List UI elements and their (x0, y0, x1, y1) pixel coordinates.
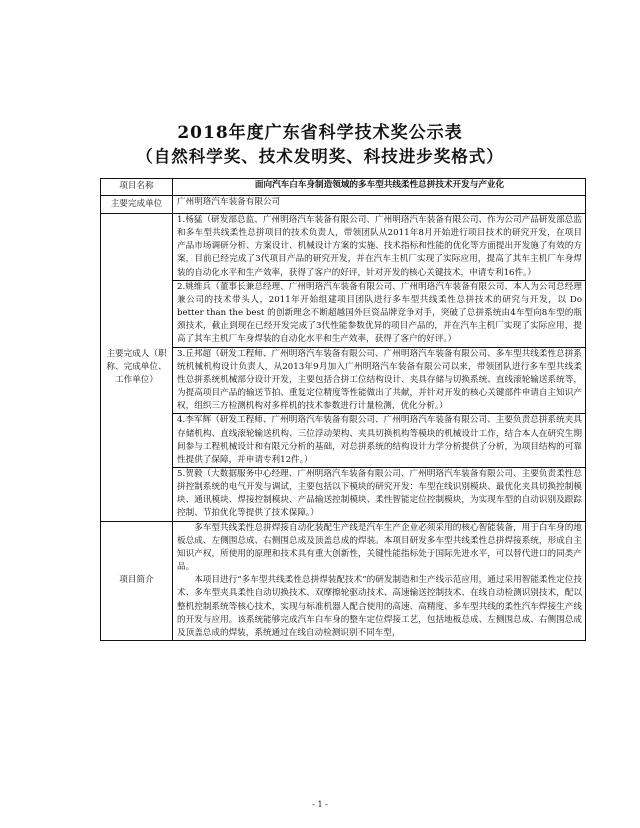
person-entry-3: 3.丘邦超（研发工程师、广州明珞汽车装备有限公司、广州明珞汽车装备有限公司、多车型共线柔性总拼系统机械机构设计负责人，从2013年9月加入广州明珞汽车装备有限公司以来，带领团队进行多车型共线柔性总拼系统机械部分设计开发，主要包括合拼工位结构设计、夹具存储与切换系统、直线滚轮输送系统等，为提高项目产品的输送节拍、重复定位精度等性能做出了共献，并针对开发的核心关键部件申请自主知识产权，组织三方检测机构对多样机的技术参数进行计量检测，优化分析。） (173, 347, 586, 414)
intro-paragraph-1: 多车型共线柔性总拼焊接自动化装配生产线是汽车生产企业必须采用的核心智能装备，用于白车身的地板总成、左侧围总成、右侧围总成及顶盖总成的焊装。本项目研发多车型共线柔性总拼焊接系统，形成自主知识产权，所使用的原理和技术具有重大创新性，关键性能指标处于国际先进水平，可以替代进口的同类产品。 (177, 522, 582, 573)
intro-row (101, 521, 586, 640)
main-unit-value: 广州明珞汽车装备有限公司 (173, 196, 586, 214)
document-title: 2018年度广东省科学技术奖公示表 (177, 123, 463, 143)
main-unit-label: 主要完成单位 (101, 196, 173, 214)
intro-label: 项目简介 (101, 521, 173, 640)
page-number: - 1 - (312, 800, 328, 809)
project-name-row (101, 179, 586, 196)
intro-paragraph-2: 本项目进行“多车型共线柔性总拼焊装配技术”的研发制造和生产线示范应用，通过采用智能柔性定位技术、多车型夹具柔性自动切换技术、双摩擦轮驱动技术、高速输送控制技术、在线自动检测识别技术，配以整机控制系统等核心技术，实现与标准机器人配合使用的高速、高精度、多车型共线的柔性汽车焊接生产线的开发与应用。该系统能够完成汽车白车身的整车定位焊接工艺，包括地板总成、左侧围总成、右侧围总成及顶盖总成的焊装，系统通过在线自动检测识别不同车型， (177, 575, 582, 638)
person-row (101, 214, 586, 281)
person-entry-1: 1.杨猛（研发部总监、广州明珞汽车装备有限公司、广州明珞汽车装备有限公司、作为公司产品研发部总监和多车型共线柔性总拼项目的技术负责人，带领团队从2011年8月开始进行项目技术的研究开发，在项目产品市场调研分析、方案设计、机械设计方案的实施、技术指标和性能的优化等方面提出开发施了有效的方案，目前已经完成了3代项目产品的研究开发，并在汽车主机厂实现了实际应用，提高了其车主机厂车身焊装的自动化水平和生产效率，获得了客户的好评，针对开发的核心关键技术，申请专利16件。） (173, 214, 586, 281)
document-subtitle: （自然科学奖、技术发明奖、科技进步奖格式） (136, 147, 504, 166)
person-row (101, 414, 586, 468)
project-name-value: 面向汽车白车身制造领域的多车型共线柔性总拼技术开发与产业化 (173, 179, 586, 196)
main-unit-row (101, 196, 586, 214)
person-row (101, 467, 586, 521)
person-entry-2: 2.姚维兵（董事长兼总经理、广州明珞汽车装备有限公司、广州明珞汽车装备有限公司、本人为公司总经理兼公司的技术带头人，2011年开始组建项目团队进行多车型共线柔性总拼技术的研究与开发，以 Do better than the best 的创新理念不断超越国外巨资品牌竞争对手，突破了总拼系统由4车型向8车型的瓶颈技术，截止到现在已经开发完成了3代性能参数优异的项目产品的，并在汽车主机厂实现了实际应用，提高了其车主机厂车身焊装的自动化水平和生产效率，获得了客户的好评。） (173, 280, 586, 347)
project-name-label: 项目名称 (101, 179, 173, 196)
persons-label: 主要完成人（职称、完成单位、工作单位） (101, 214, 173, 522)
person-entry-4: 4.李军辉（研发工程师、广州明珞汽车装备有限公司、广州明珞汽车装备有限公司、主要负责总拼系统夹具存储机构、直线滚轮输送机构、三位浮动架构、夹具切换机构等模块的机械设计工作，结合本人在研究生期间参与工程机械设计和有限元分析的基础，对总拼系统的结构设计力学分析提供了分析，为项目结构的可靠性提供了保障，并申请专利12件。） (173, 414, 586, 468)
person-row (101, 280, 586, 347)
person-row (101, 347, 586, 414)
person-entry-5: 5.贺毅（大数据服务中心经理、广州明珞汽车装备有限公司、广州明珞汽车装备有限公司、主要负责柔性总拼控制系统的电气开发与调试，主要包括以下模块的研究开发：车型在线识别模块、最优化夹具切换控制模块、通讯模块、焊接控制模块、产品输送控制模块、柔性智能定位控制模块，为实现车型的自动识别及跟踪控制、节拍优化等提供了技术保障。） (173, 467, 586, 521)
intro-content (173, 521, 586, 640)
award-form-table (100, 178, 586, 641)
